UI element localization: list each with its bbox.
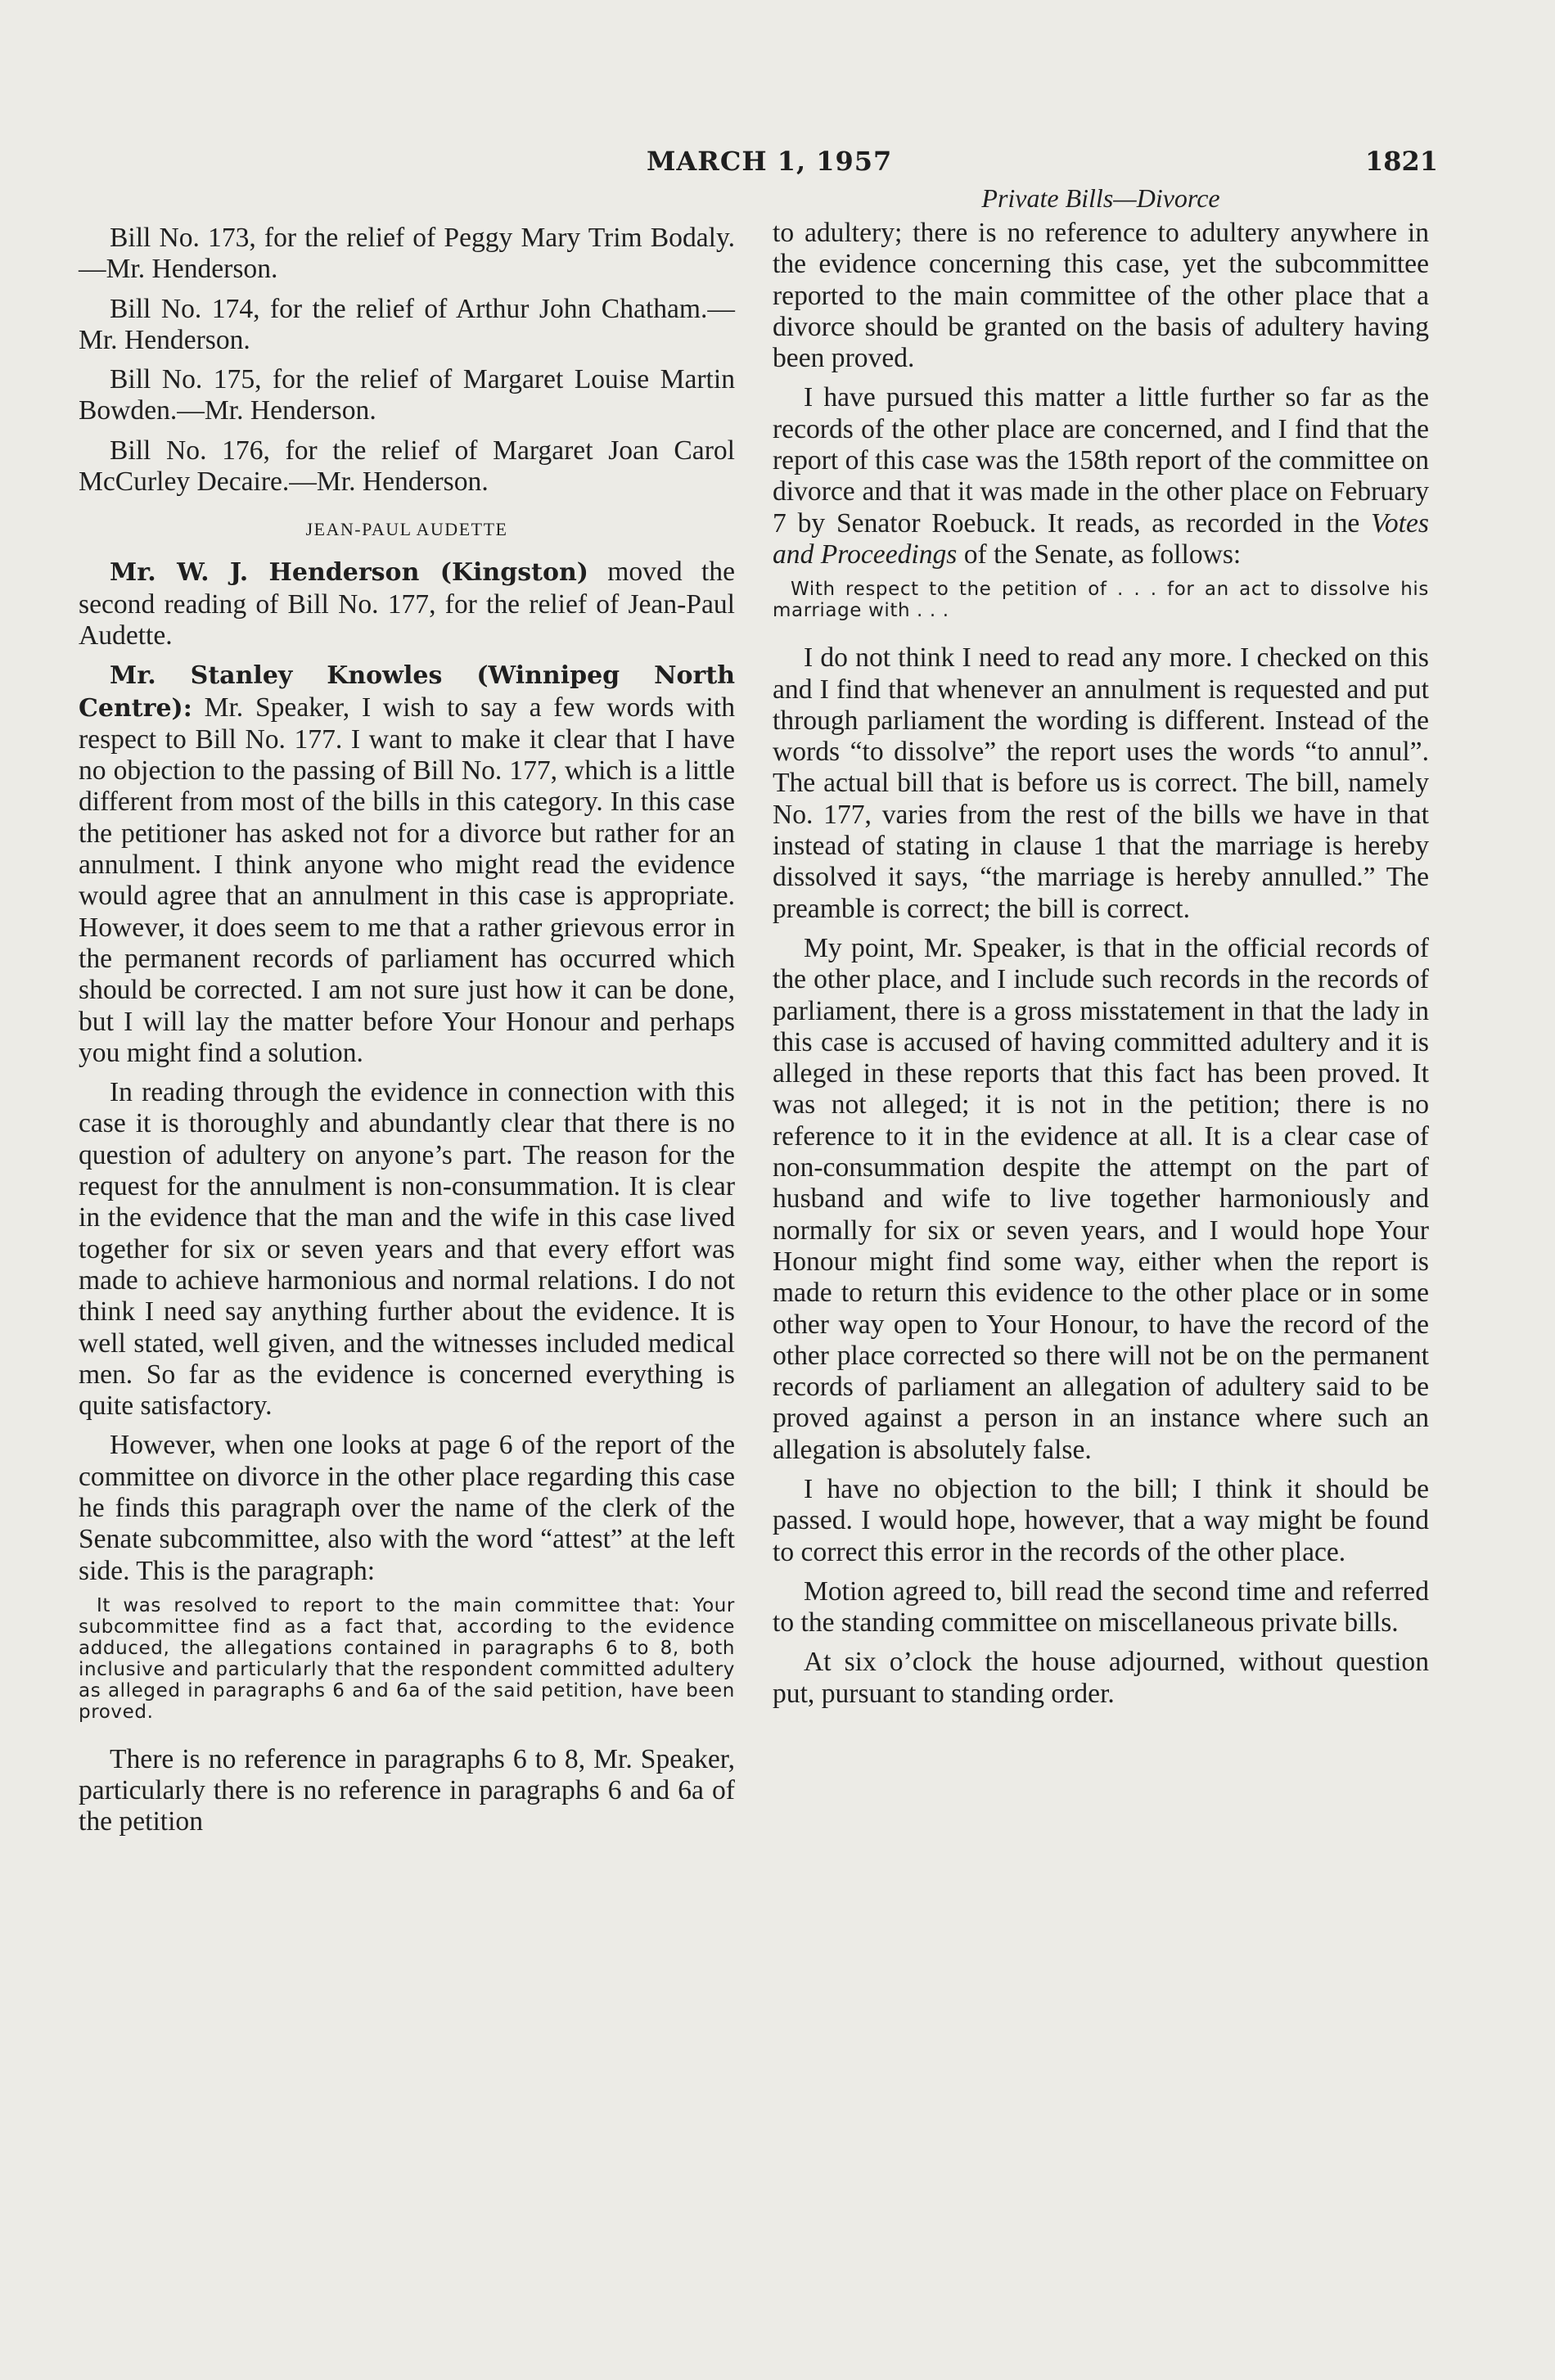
paragraph: My point, Mr. Speaker, is that in the official records of the other place, and I include such records in the records of parliament, there is a gross misstatement in that the lady in this case is accused of having committed adultery and it is alleged in these reports that this fact has been proved. It was not alleged; it is not in the petition; there is no reference to it in the evidence at all. It is a clear case of non-consummation despite the attempt on the part of husband and wife to live together harmoniously and normally for six or seven years, and I would hope Your Honour might find some way, either when the report is made to return this evidence to the other place or in some other way open to Your Honour, to have the record of the other place corrected so there will not be on the permanent records of parliament an allegation of adultery said to be proved against a person in an instance where such an allegation is absolutely false. bbox=[773, 932, 1429, 1465]
paragraph: There is no reference in paragraphs 6 to 8, Mr. Speaker, particularly there is no reference in paragraphs 6 and 6a of the petition bbox=[79, 1743, 735, 1837]
block-quote bbox=[773, 579, 1429, 621]
paragraph: In reading through the evidence in connection with this case it is thoroughly and abundantly clear that there is no question of adultery on anyone’s part. The reason for the request for the annulment is non-consummation. It is clear in the evidence that the man and the wife in this case lived together for six or seven years and that every effort was made to achieve harmonious and normal relations. I do not think I need say anything further about the evidence. It is well stated, well given, and the witnesses included medical men. So far as the evidence is concerned everything is quite satisfactory. bbox=[79, 1077, 735, 1422]
page-header bbox=[0, 146, 1555, 187]
speaker-name: Mr. Stanley Knowles (Winnipeg North Centre): bbox=[79, 661, 735, 723]
bill-entry: Bill No. 176, for the relief of Margaret Joan Carol McCurley Decaire.—Mr. Henderson. bbox=[79, 435, 735, 498]
paragraph bbox=[773, 382, 1429, 570]
paragraph-text: of the Senate, as follows: bbox=[957, 539, 1242, 570]
bill-entry: Bill No. 175, for the relief of Margaret Louise Martin Bowden.—Mr. Henderson. bbox=[79, 364, 735, 426]
bill-entry: Bill No. 173, for the relief of Peggy Mary Trim Bodaly.—Mr. Henderson. bbox=[79, 223, 735, 285]
paragraph: Motion agreed to, bill read the second time and referred to the standing committee on miscellaneous private bills. bbox=[773, 1575, 1429, 1639]
speaker-name: Mr. W. J. Henderson (Kingston) bbox=[110, 558, 588, 588]
quote-text: It was resolved to report to the main committee that: Your subcommittee find as a fact that, according to the evidence adduced, the allegations contained in paragraphs 6 to 8, both inclusive and particularly that the respondent committed adultery as alleged in paragraphs 6 and 6a of the said petition, have been proved. bbox=[79, 1594, 735, 1723]
continuation-paragraph: to adultery; there is no reference to adultery anywhere in the evidence concerning this case, yet the subcommittee reported to the main committee of the other place that a divorce should be granted on the basis of adultery having been proved. bbox=[773, 218, 1429, 374]
henderson-paragraph bbox=[79, 557, 735, 651]
italic-title: Votes and Proceedings bbox=[773, 507, 1429, 570]
paragraph-text: I have pursued this matter a little further so far as the records of the other place are concerned, and I find that the report of this case was the 158th report of the committee on divorce and that it was made in the other place on February 7 by Senator Roebuck. It reads, as recorded in the bbox=[773, 382, 1429, 539]
running-head: Private Bills—Divorce bbox=[981, 183, 1220, 213]
quote-text: With respect to the petition of . . . for an act to dissolve his marriage with . . . bbox=[773, 579, 1429, 622]
paragraph: I do not think I need to read any more. I checked on this and I find that whenever an annulment is requested and put through parliament the wording is different. Instead of the words “to dissolve” the report uses the words “to annul”. The actual bill that is before us is correct. The bill, namely No. 177, varies from the rest of the bills we have in that instead of stating in clause 1 that the marriage is hereby dissolved it says, “the marriage is hereby annulled.” The preamble is correct; the bill is correct. bbox=[773, 642, 1429, 924]
bill-entry: Bill No. 174, for the relief of Arthur John Chatham.—Mr. Henderson. bbox=[79, 293, 735, 355]
paragraph: At six o’clock the house adjourned, without question put, pursuant to standing order. bbox=[773, 1647, 1429, 1709]
section-heading: JEAN-PAUL AUDETTE bbox=[305, 519, 508, 540]
paragraph: However, when one looks at page 6 of the report of the committee on divorce in the other place regarding this case he finds this paragraph over the name of the clerk of the Senate subcommittee, also with the word “attest” at the left side. This is the paragraph: bbox=[79, 1430, 735, 1586]
page-number: 1821 bbox=[1365, 146, 1439, 177]
paragraph: I have no objection to the bill; I think it should be passed. I would hope, however, that a way might be found to correct this error in the records of the other place. bbox=[773, 1473, 1429, 1567]
paragraph-text: Mr. Speaker, I wish to say a few words with respect to Bill No. 177. I want to make it clear that I have no objection to the passing of Bill No. 177, which is a little different from most of the bills in this category. In this case the petitioner has asked not for a divorce but rather for an annulment. I think anyone who might read the evidence would agree that an annulment in this case is appropriate. However, it does seem to me that a rather grievous error in the permanent records of parliament has occurred which should be corrected. I am not sure just how it can be done, but I will lay the matter before Your Honour and perhaps you might find a solution. bbox=[79, 692, 735, 1068]
block-quote bbox=[79, 1595, 735, 1723]
right-column bbox=[773, 182, 1429, 1718]
header-date: MARCH 1, 1957 bbox=[647, 146, 893, 177]
knowles-paragraph bbox=[79, 660, 735, 1069]
paragraph-text: moved the second reading of Bill No. 177, for the relief of Jean-Paul Audette. bbox=[79, 557, 736, 651]
left-column bbox=[79, 223, 735, 1846]
